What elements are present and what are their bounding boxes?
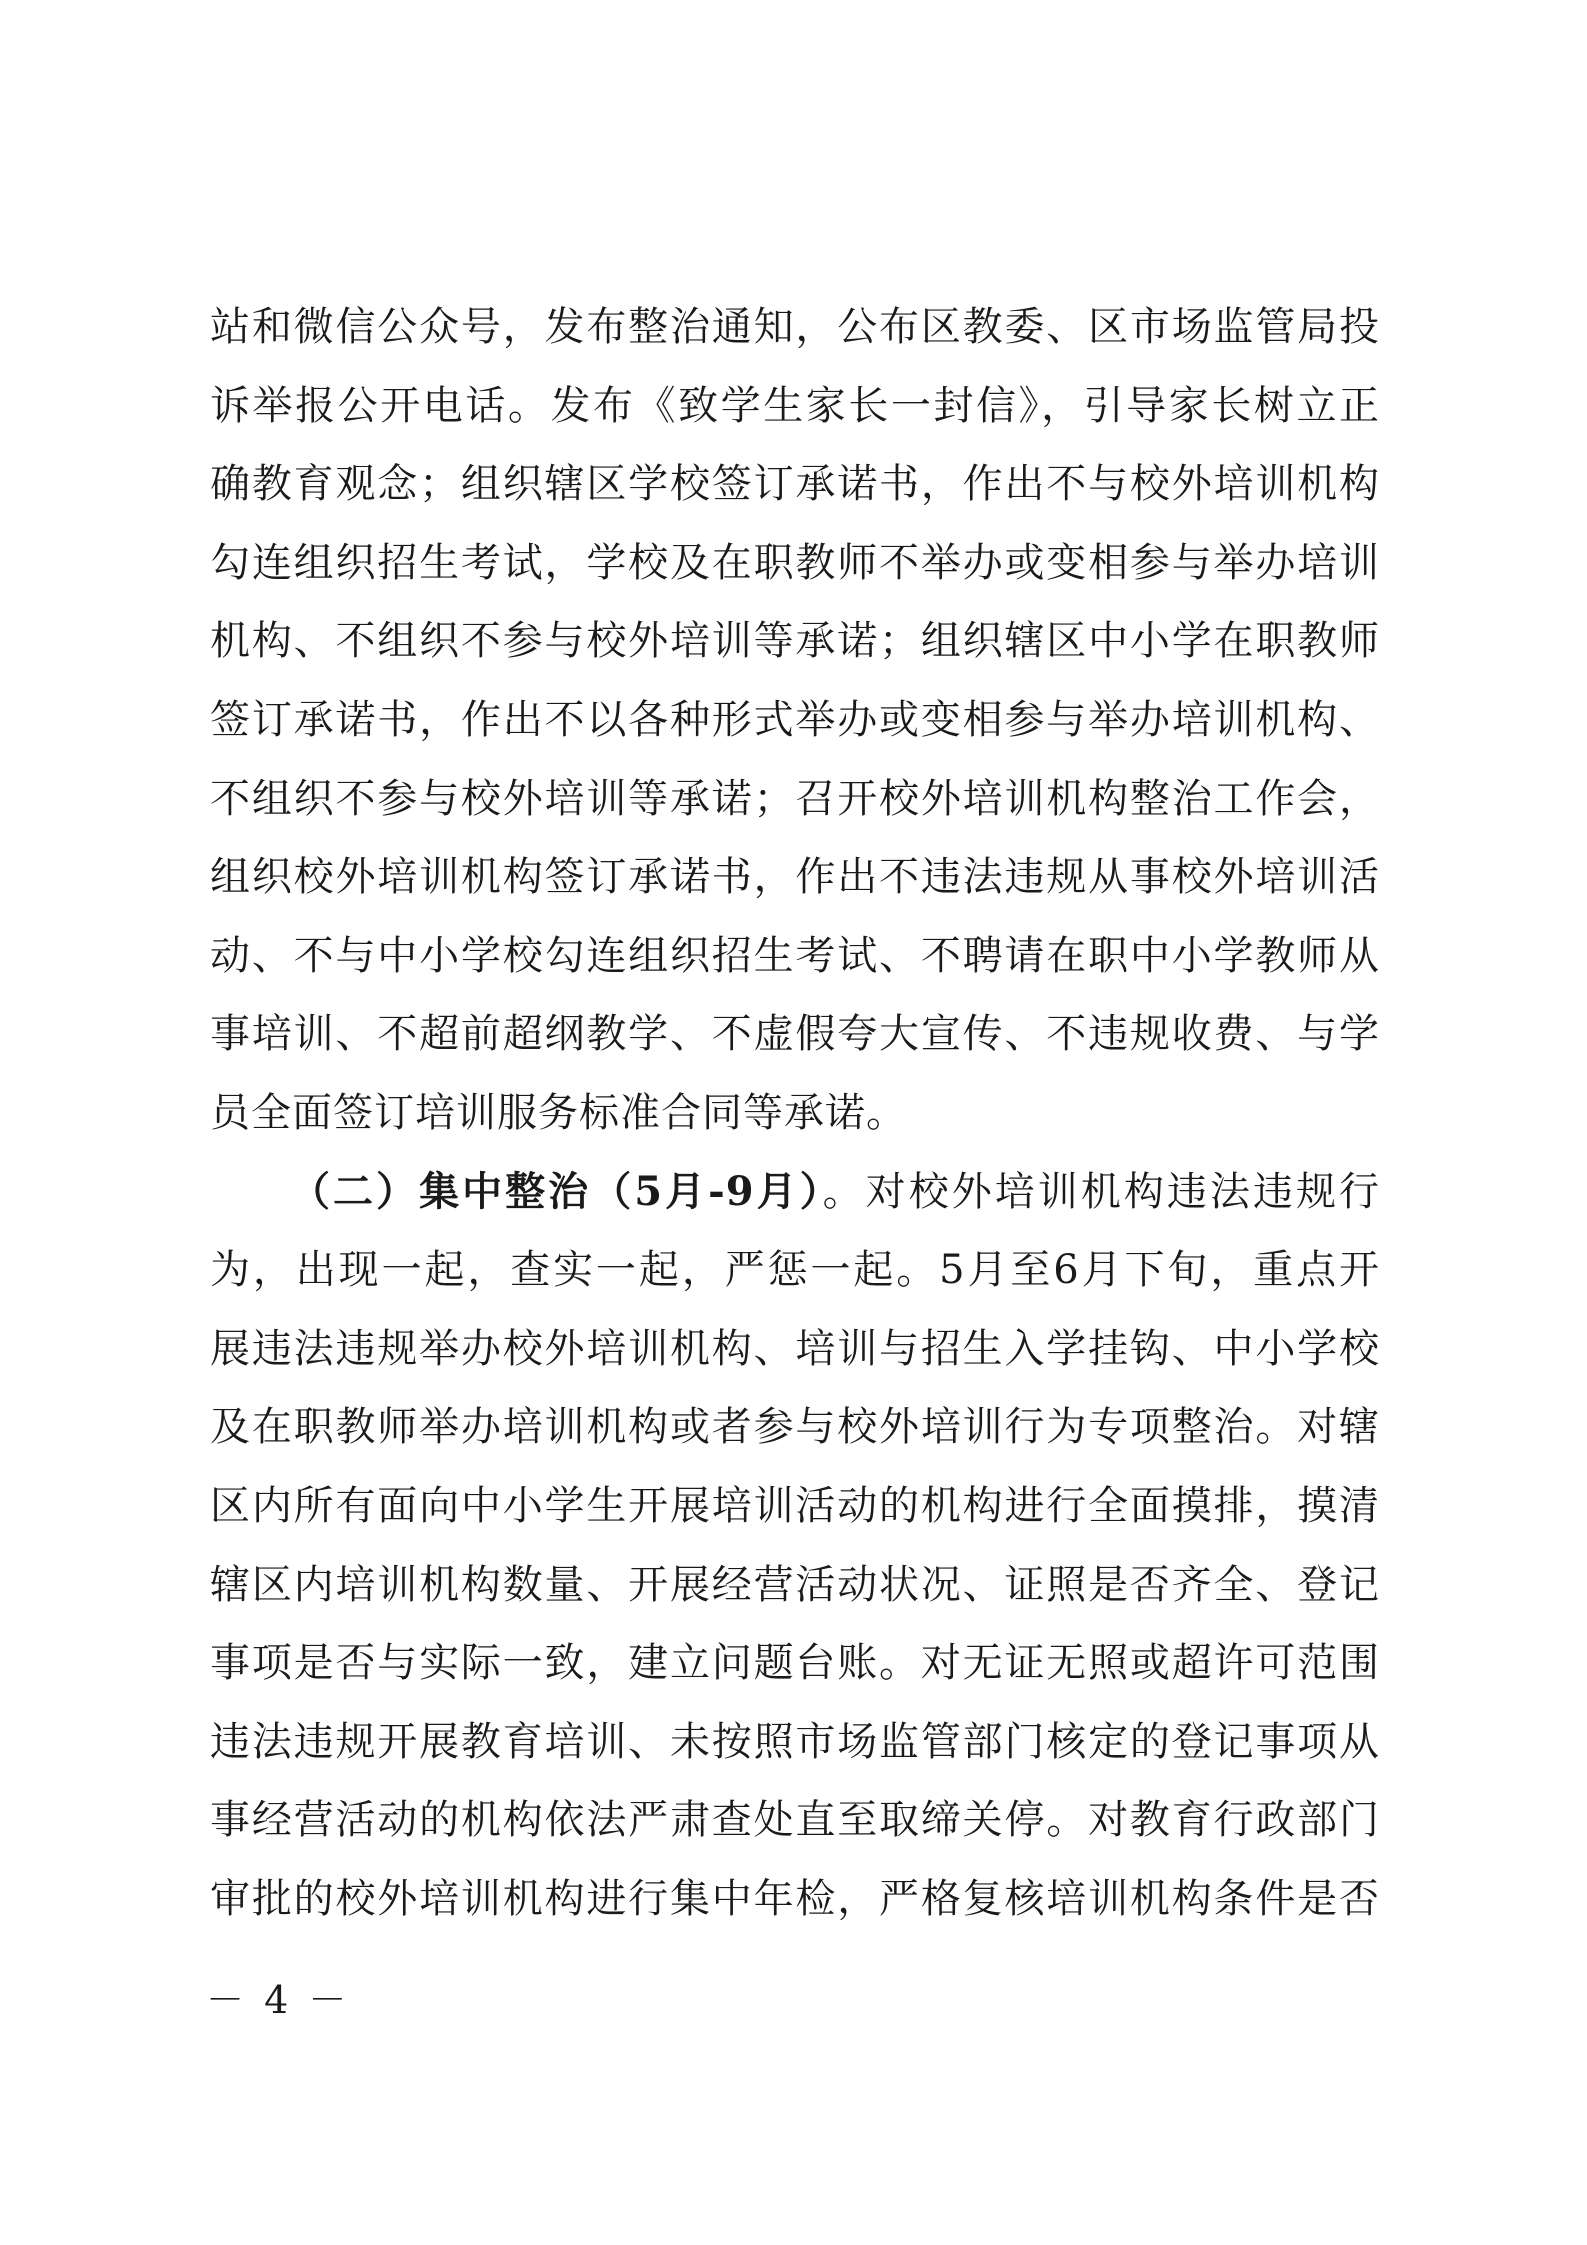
text-line: 事培训、不超前超纲教学、不虚假夸大宣传、不违规收费、与学: [210, 1011, 1380, 1058]
text-line: 组织校外培训机构签订承诺书，作出不违法违规从事校外培训活: [210, 854, 1380, 901]
text-line: 员全面签订培训服务标准合同等承诺。: [210, 1089, 907, 1136]
text-line-with-heading: [210, 1153, 1380, 1232]
page-number: － 4 －: [206, 1978, 351, 2022]
text-line: 站和微信公众号，发布整治通知，公布区教委、区市场监管局投: [210, 304, 1380, 350]
text-line: 诉举报公开电话。发布《致学生家长一封信》，引导家长树立正: [210, 382, 1380, 429]
text-line: 展违法违规举办校外培训机构、培训与招生入学挂钩、中小学校: [210, 1325, 1380, 1372]
text-line: 勾连组织招生考试，学校及在职教师不举办或变相参与举办培训: [210, 539, 1380, 586]
text-line: 确教育观念；组织辖区学校签订承诺书，作出不与校外培训机构: [210, 461, 1380, 508]
text-line: 机构、不组织不参与校外培训等承诺；组织辖区中小学在职教师: [210, 618, 1380, 665]
section-heading: （二）集中整治（5月-9月）: [290, 1167, 823, 1215]
text-line: 事经营活动的机构依法严肃查处直至取缔关停。对教育行政部门: [210, 1797, 1380, 1844]
heading-line-text: 。对校外培训机构违法违规行: [822, 1168, 1381, 1215]
text-line: 区内所有面向中小学生开展培训活动的机构进行全面摸排，摸清: [210, 1482, 1380, 1529]
text-line: 签订承诺书，作出不以各种形式举办或变相参与举办培训机构、: [210, 696, 1380, 743]
text-line: 辖区内培训机构数量、开展经营活动状况、证照是否齐全、登记: [210, 1561, 1380, 1608]
text-line: 动、不与中小学校勾连组织招生考试、不聘请在职中小学教师从: [210, 932, 1380, 979]
text-line: 及在职教师举办培训机构或者参与校外培训行为专项整治。对辖: [210, 1404, 1380, 1451]
text-line: 为，出现一起，查实一起，严惩一起。5月至6月下旬，重点开: [210, 1247, 1380, 1294]
text-line: 事项是否与实际一致，建立问题台账。对无证无照或超许可范围: [210, 1640, 1380, 1687]
paragraph-1: [210, 288, 1380, 1153]
body-text: [210, 288, 1380, 1938]
text-line: 审批的校外培训机构进行集中年检，严格复核培训机构条件是否: [210, 1875, 1380, 1922]
text-line: 不组织不参与校外培训等承诺；召开校外培训机构整治工作会，: [210, 775, 1380, 822]
text-line: 违法违规开展教育培训、未按照市场监管部门核定的登记事项从: [210, 1718, 1380, 1765]
paragraph-2: [210, 1153, 1380, 1939]
